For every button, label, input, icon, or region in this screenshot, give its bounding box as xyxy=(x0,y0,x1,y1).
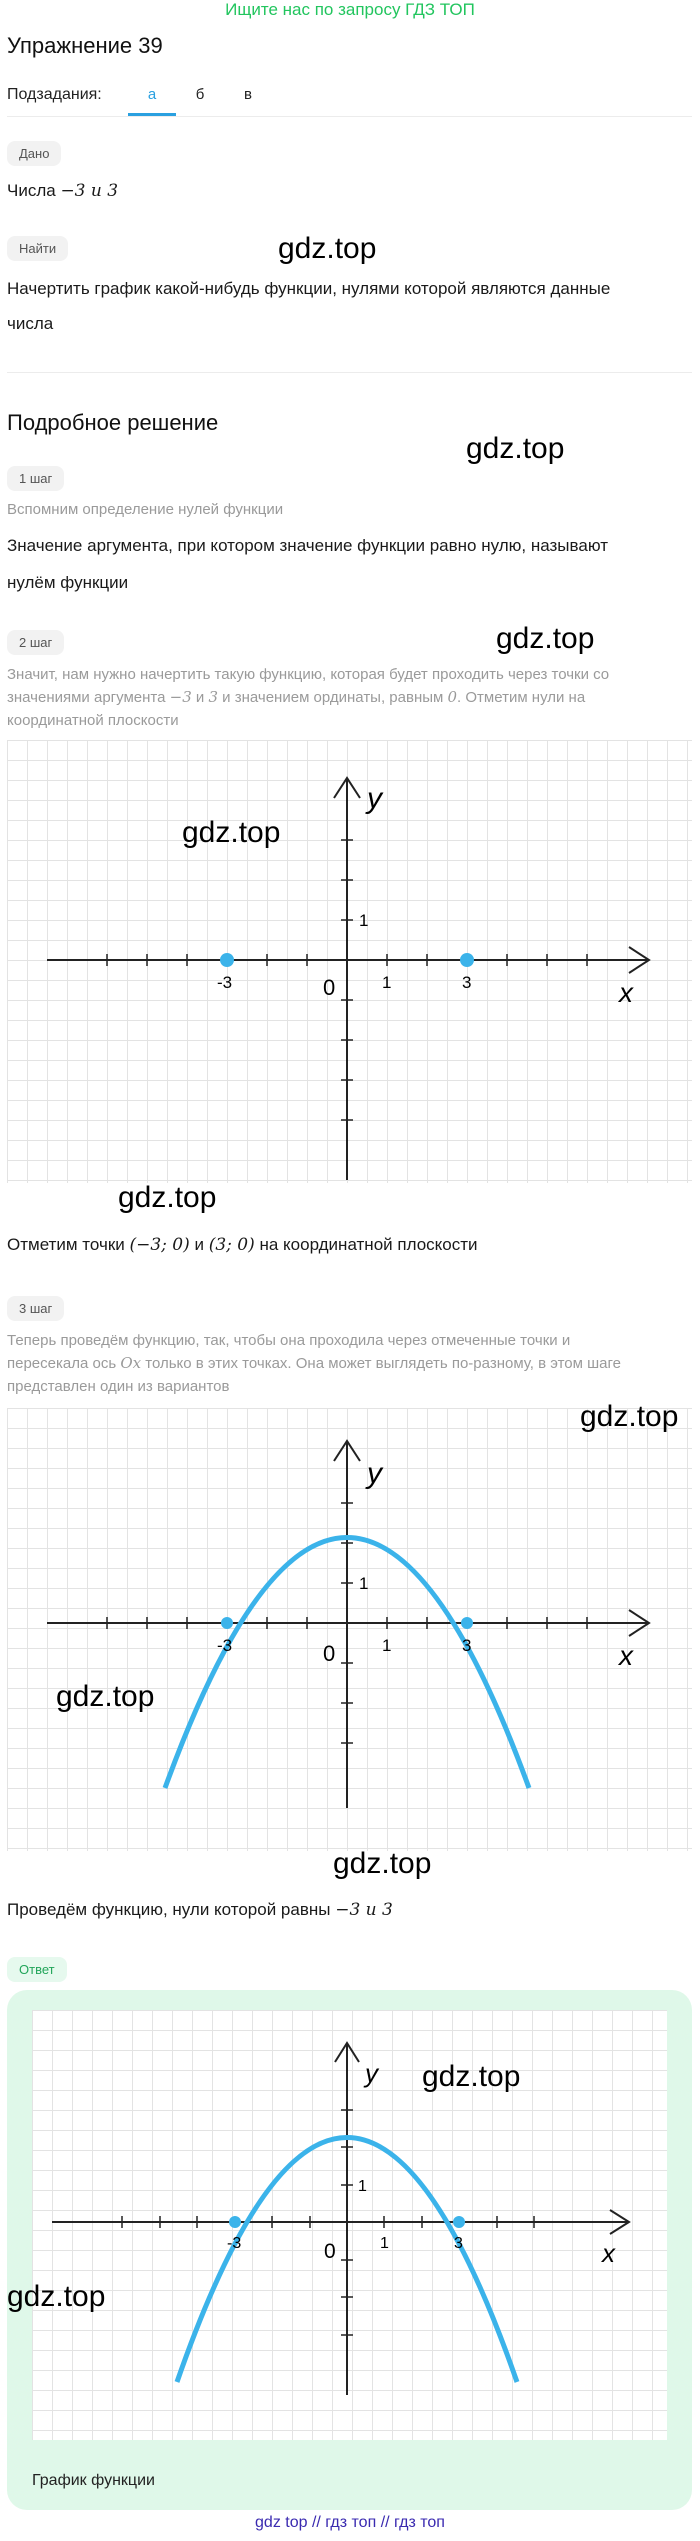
watermark: gdz.top xyxy=(496,622,595,655)
watermark: gdz.top xyxy=(182,816,281,849)
step2-hint-text: значениями аргумента xyxy=(7,689,170,706)
watermark: gdz.top xyxy=(7,2280,106,2313)
find-line-1: Начертить график какой-нибудь функции, нулями которой являются данные xyxy=(7,279,611,298)
top-banner: Ищите нас по запросу ГДЗ ТОП xyxy=(225,0,475,19)
axes xyxy=(47,1441,649,1808)
axes xyxy=(47,778,649,1180)
point-3 xyxy=(460,953,474,967)
graph-step3-svg xyxy=(7,1408,692,1851)
step3-caption-math: −3 и 3 xyxy=(335,1900,393,1920)
point-3 xyxy=(453,2216,465,2228)
step2-caption-text: Отметим точки xyxy=(7,1235,130,1254)
subtasks-tabs xyxy=(128,74,272,116)
step1-line-2: нулём функции xyxy=(7,573,129,592)
given-text xyxy=(7,172,118,210)
divider xyxy=(7,372,692,373)
step2-hint-math: 3 xyxy=(208,688,219,706)
step2-caption xyxy=(7,1226,478,1264)
step2-hint-math: −3 xyxy=(169,688,192,706)
tick-label-1-y: 1 xyxy=(359,1574,369,1593)
given-chip: Дано xyxy=(7,141,61,166)
point-3 xyxy=(461,1617,473,1629)
tab-a[interactable]: а xyxy=(128,74,176,116)
tab-v[interactable]: в xyxy=(244,86,252,103)
point-neg3 xyxy=(220,953,234,967)
given-prefix: Числа xyxy=(7,181,61,200)
footer-links[interactable]: gdz top // гдз топ // гдз топ xyxy=(255,2514,445,2531)
step2-caption-math: (−3; 0) xyxy=(129,1235,190,1255)
step1-line-1: Значение аргумента, при котором значение функции равно нулю, называют xyxy=(7,536,608,555)
subtasks-label: Подзадания: xyxy=(7,86,102,103)
tab-b[interactable]: б xyxy=(195,86,205,103)
tick-label-1-x: 1 xyxy=(380,2235,389,2252)
step3-caption xyxy=(7,1891,393,1929)
tick-label-1-x: 1 xyxy=(382,1636,392,1655)
tick-label-1-y: 1 xyxy=(358,2178,367,2195)
step3-chip: 3 шаг xyxy=(7,1296,64,1321)
graph-step3 xyxy=(7,1408,692,1851)
y-axis-label: y xyxy=(365,2058,378,2088)
step3-hint-text: пересекала ось xyxy=(7,1355,121,1372)
answer-caption: График функции xyxy=(32,2472,155,2489)
tick-label-3: 3 xyxy=(462,973,472,992)
step2-hint-text: . Отметим нули на xyxy=(457,689,586,706)
graph-step2-svg xyxy=(7,740,692,1183)
step2-caption-text: и xyxy=(189,1235,209,1254)
watermark: gdz.top xyxy=(466,432,565,465)
x-axis-label: x xyxy=(602,2238,615,2268)
watermark: gdz.top xyxy=(422,2060,521,2093)
tick-label-3: 3 xyxy=(454,2235,463,2252)
step2-hint-line-2 xyxy=(7,686,692,709)
origin-label: 0 xyxy=(323,1641,336,1666)
solution-heading: Подробное решение xyxy=(7,410,219,435)
tick-label-3: 3 xyxy=(462,1636,472,1655)
step2-hint-math: 0 xyxy=(447,688,458,706)
step1-chip: 1 шаг xyxy=(7,466,64,491)
graph-step2 xyxy=(7,740,692,1183)
origin-label: 0 xyxy=(323,975,336,1000)
step3-hint-line-1: Теперь проведём функцию, так, чтобы она проходила через отмеченные точки и xyxy=(7,1332,571,1349)
watermark: gdz.top xyxy=(333,1847,432,1880)
watermark: gdz.top xyxy=(118,1181,217,1214)
step2-chip: 2 шаг xyxy=(7,630,64,655)
step3-hint-math: Ox xyxy=(120,1354,142,1372)
watermark: gdz.top xyxy=(580,1400,679,1433)
step2-hint-line-3: координатной плоскости xyxy=(7,712,179,729)
step2-caption-text: на координатной плоскости xyxy=(254,1235,478,1254)
answer-chip: Ответ xyxy=(7,1957,67,1982)
tick-label-1-x: 1 xyxy=(382,973,392,992)
graph-answer-svg xyxy=(32,2010,667,2440)
watermark: gdz.top xyxy=(278,232,377,265)
step2-caption-math: (3; 0) xyxy=(208,1235,255,1255)
step2-hint-text: и xyxy=(191,689,209,706)
step3-hint-line-2 xyxy=(7,1352,692,1375)
step2-hint xyxy=(7,663,692,732)
step3-hint-text: только в этих точках. Она может выглядеть по-разному, в этом шаге xyxy=(141,1355,621,1372)
tick-label-neg3: -3 xyxy=(217,1636,233,1655)
point-neg3 xyxy=(221,1617,233,1629)
find-line-2: числа xyxy=(7,314,54,333)
tick-label-neg3: -3 xyxy=(227,2235,242,2252)
y-axis-label: y xyxy=(367,782,382,815)
step1-hint: Вспомним определение нулей функции xyxy=(7,501,284,518)
step3-hint-line-3: представлен один из вариантов xyxy=(7,1378,230,1395)
axes xyxy=(52,2043,629,2395)
point-neg3 xyxy=(229,2216,241,2228)
tick-label-neg3: -3 xyxy=(217,973,233,992)
given-math: −3 и 3 xyxy=(60,181,119,201)
watermark: gdz.top xyxy=(56,1680,155,1713)
graph-answer xyxy=(32,2010,667,2440)
step2-hint-line-1: Значит, нам нужно начертить такую функцию, которая будет проходить через точки со xyxy=(7,666,610,683)
x-axis-label: x xyxy=(619,1640,633,1671)
y-axis-label: y xyxy=(367,1457,382,1490)
x-axis-label: x xyxy=(619,977,633,1008)
step3-caption-text: Проведём функцию, нули которой равны xyxy=(7,1900,336,1919)
divider xyxy=(7,116,692,117)
step3-hint xyxy=(7,1329,692,1398)
step2-hint-text: и значением ординаты, равным xyxy=(218,689,448,706)
page-title: Упражнение 39 xyxy=(7,33,163,58)
tick-label-1-y: 1 xyxy=(359,911,369,930)
origin-label: 0 xyxy=(324,2240,336,2263)
find-chip: Найти xyxy=(7,236,68,261)
